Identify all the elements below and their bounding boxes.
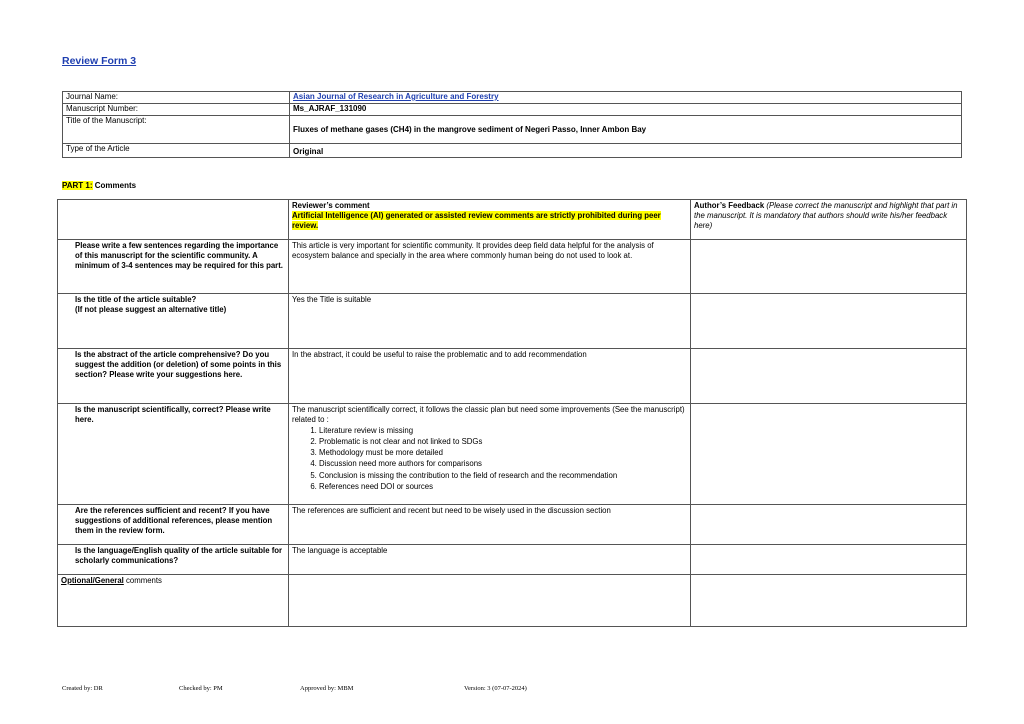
feedback-references[interactable]: [691, 505, 967, 545]
manuscript-title-value: Fluxes of methane gases (CH4) in the mangrove sediment of Negeri Passo, Inner Ambon Bay: [290, 116, 962, 144]
manuscript-title-row: [63, 116, 962, 144]
list-item: 4. Discussion need more authors for comparisons: [319, 458, 687, 469]
optional-general-label: Optional/General: [61, 576, 124, 585]
feedback-scientific[interactable]: [691, 404, 967, 505]
manuscript-info-table: [62, 91, 962, 158]
manuscript-title-label: Title of the Manuscript:: [63, 116, 290, 144]
list-item: 6. References need DOI or sources: [319, 481, 687, 492]
comment-importance[interactable]: This article is very important for scientific community. It provides deep field data helpful for the analysis of ecosystem balance and specially in the area where commonly human being do not used to look at.: [289, 240, 691, 294]
table-row: [58, 240, 967, 294]
table-row: [58, 545, 967, 575]
footer-approved-by: Approved by: MBM: [300, 685, 354, 692]
feedback-abstract[interactable]: [691, 349, 967, 404]
footer-version: Version: 3 (07-07-2024): [464, 685, 527, 692]
table-row: [58, 294, 967, 349]
reviewer-header-cell: [289, 200, 691, 240]
question-scientific: Is the manuscript scientifically, correct? Please write here.: [58, 404, 289, 505]
comment-abstract[interactable]: In the abstract, it could be useful to raise the problematic and to add recommendation: [289, 349, 691, 404]
question-references: Are the references sufficient and recent? If you have suggestions of additional references, please mention them in the review form.: [58, 505, 289, 545]
author-feedback-title: Author’s Feedback: [694, 201, 765, 210]
part1-title: Comments: [94, 181, 137, 190]
list-item: 5. Conclusion is missing the contribution to the field of research and the recommendation: [319, 470, 687, 481]
question-title-line2: (If not please suggest an alternative title): [75, 304, 227, 314]
list-item: 1. Literature review is missing: [319, 425, 687, 436]
ai-warning-text: Artificial Intelligence (AI) generated or assisted review comments are strictly prohibited during peer review.: [292, 210, 661, 230]
optional-comments-label: [58, 575, 289, 627]
table-row: [58, 505, 967, 545]
manuscript-number-row: [63, 104, 962, 116]
footer-created-by: Created by: DR: [62, 685, 103, 692]
author-header-cell: [691, 200, 967, 240]
question-title-suitable: [58, 294, 289, 349]
question-importance: Please write a few sentences regarding the importance of this manuscript for the scientific community. A minimum of 3-4 sentences may be required for this part.: [58, 240, 289, 294]
manuscript-number-value: Ms_AJRAF_131090: [290, 104, 962, 116]
list-item: 3. Methodology must be more detailed: [319, 447, 687, 458]
table-row: [58, 349, 967, 404]
optional-comment-cell[interactable]: [289, 575, 691, 627]
comment-language[interactable]: The language is acceptable: [289, 545, 691, 575]
comment-title-suitable[interactable]: Yes the Title is suitable: [289, 294, 691, 349]
feedback-importance[interactable]: [691, 240, 967, 294]
optional-feedback-cell[interactable]: [691, 575, 967, 627]
comment-scientific[interactable]: [289, 404, 691, 505]
article-type-row: [63, 144, 962, 158]
header-blank-cell: [58, 200, 289, 240]
list-item: 2. Problematic is not clear and not linked to SDGs: [319, 436, 687, 447]
comments-header-row: [58, 200, 967, 240]
article-type-label: Type of the Article: [63, 144, 290, 158]
journal-row: [63, 92, 962, 104]
feedback-title-suitable[interactable]: [691, 294, 967, 349]
table-row: [58, 404, 967, 505]
part1-label: PART 1:: [62, 181, 93, 190]
optional-comments-suffix: comments: [123, 576, 162, 585]
reviewer-comment-title: Reviewer’s comment: [292, 201, 370, 210]
comments-table: [57, 199, 967, 627]
comment-scientific-intro: The manuscript scientifically correct, it follows the classic plan but need some improvements (See the manuscript) related to :: [292, 405, 685, 424]
question-language: Is the language/English quality of the article suitable for scholarly communications?: [58, 545, 289, 575]
journal-label: Journal Name:: [63, 92, 290, 104]
part1-heading: [62, 181, 136, 190]
comment-references[interactable]: The references are sufficient and recent but need to be wisely used in the discussion section: [289, 505, 691, 545]
optional-comments-row: [58, 575, 967, 627]
feedback-language[interactable]: [691, 545, 967, 575]
article-type-value: Original: [290, 144, 962, 158]
journal-link[interactable]: Asian Journal of Research in Agriculture and Forestry: [290, 92, 962, 104]
improvements-list: [292, 425, 687, 493]
question-abstract: Is the abstract of the article comprehensive? Do you suggest the addition (or deletion) of some points in this section? Please write your suggestions here.: [58, 349, 289, 404]
form-title: Review Form 3: [62, 55, 137, 67]
manuscript-number-label: Manuscript Number:: [63, 104, 290, 116]
question-title-line1: Is the title of the article suitable?: [75, 295, 197, 304]
author-feedback-note: (Please correct the manuscript and highlight that part in the manuscript. It is mandatory that authors should write his/her feedback here): [694, 201, 958, 230]
footer-checked-by: Checked by: PM: [179, 685, 223, 692]
